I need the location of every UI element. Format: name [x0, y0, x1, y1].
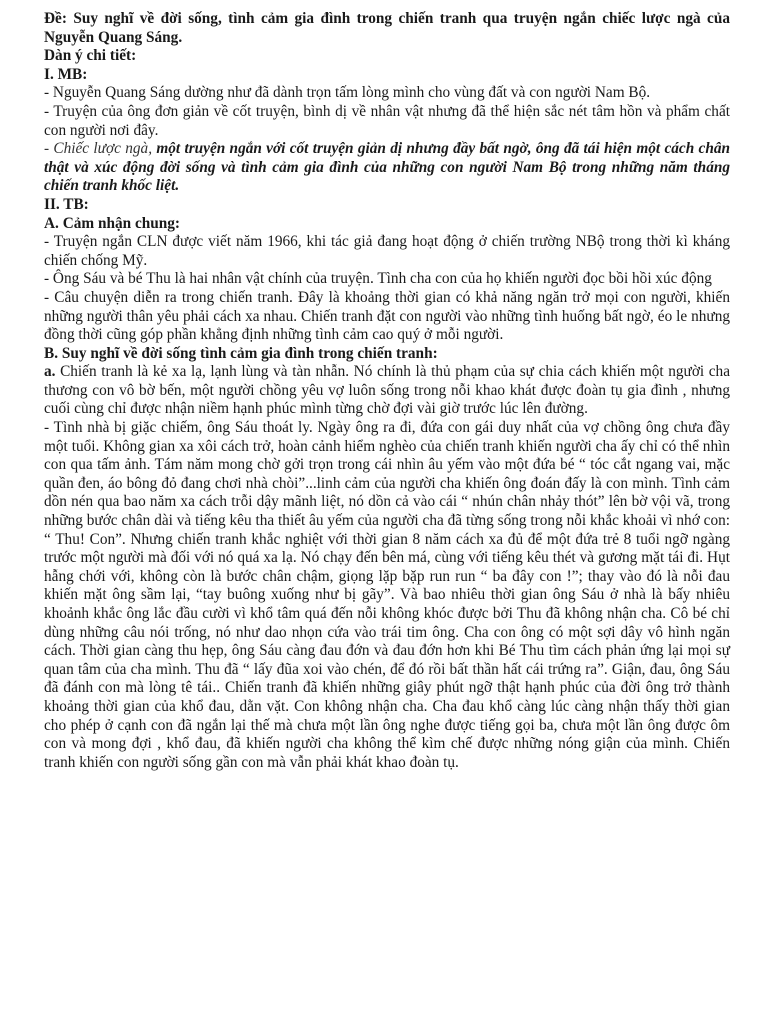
mb-paragraph-2: - Truyện của ông đơn giản về cốt truyện, bình dị về nhân vật nhưng đã thể hiện sắc nét tâm hồn và phẩm chất con người nơi đây. — [44, 102, 730, 139]
section-a-heading: A. Cảm nhận chung: — [44, 214, 181, 232]
section-a-paragraph-3: - Câu chuyện diễn ra trong chiến tranh. Đây là khoảng thời gian có khả năng ngăn trở mọi con người, khiến những người thân yêu phải cách xa nhau. Chiến tranh đặt con người vào những tình huống bất ngờ, éo le nhưng đồng thời cũng góp phần khẳng định những tình cảm cao quý ở mỗi người. — [44, 288, 730, 344]
mb-paragraph-3 — [44, 140, 730, 196]
tb-heading: II. TB: — [44, 195, 89, 213]
section-a-paragraph-2: - Ông Sáu và bé Thu là hai nhân vật chính của truyện. Tình cha con của họ khiến người đọc bồi hồi xúc động — [44, 270, 712, 288]
section-b-paragraph-2: - Tình nhà bị giặc chiếm, ông Sáu thoát ly. Ngày ông ra đi, đứa con gái duy nhất của vợ chồng ông chưa đầy một tuổi. Không gian xa xôi cách trở, hoàn cảnh hiểm nghèo của chiến tranh khiến người cha ấy chỉ có thể nhìn con qua tấm ảnh. Tám năm mong chờ gởi trọn trong cái nhìn âu yếm vào một đứa bé “ tóc cắt ngang vai, mặc quần đen, áo bông đỏ đang chơi nhà chòi”...linh cảm của người cha khiến ông đoán đấy là con mình. Tình cảm dồn nén qua bao năm xa cách trỗi dậy mãnh liệt, nó dồn cả vào cái “ nhún chân nhảy thót” lên bờ vội vã, trong những bước chân dài và tiếng kêu tha thiết âu yếm của người cha đã từng sống trong nỗi khắc khoải vì nhớ con: “ Thu! Con”. Nhưng chiến tranh khắc nghiệt với thời gian 8 năm cách xa đủ để một đứa trẻ 8 tuổi ngỡ ngàng trước một người mà đối với nó quá xa lạ. Nó chạy đến bên má, cùng với tiếng kêu thét và gương mặt tái đi. Hụt hẫng chới với, không còn là bước chân chậm, giọng lặp bặp run run “ ba đây con !”; thay vào đó là nỗi đau khiến mặt ông sầm lại, “tay buông xuống như bị gãy”. Và bao nhiêu thời gian ông Sáu ở nhà là bấy nhiêu khoảnh khắc ông lắc đầu cười vì khổ tâm quá đến nỗi không khóc được bởi Thu đã không nhận cha. Cô bé chỉ dùng những câu nói trống, nó như dao nhọn cứa vào trái tim ông. Cha con ông có một sợi dây vô hình ngăn cách. Thời gian càng thu hẹp, ông Sáu càng đau đớn và đau đớn hơn khi Bé Thu tìm cách phản ứng lại mọi sự quan tâm của cha mình. Thu đã “ lấy đũa xoi vào chén, để đó rồi bất thần hất cái trứng ra”. Giận, đau, ông Sáu đã đánh con mà lòng tê tái.. Chiến tranh đã khiến những giây phút ngỡ thật hạnh phúc của đời ông trở thành khoảng thời gian của khổ đau, dằn vặt. Con không nhận cha. Cha đau khổ càng lúc càng nhận thấy thời gian cho phép ở cạnh con đã ngắn lại thế mà chưa một lần ông nghe được tiếng gọi ba, chưa một lần ông được ôm con và mong đợi , khổ đau, đã khiến người cha không thể kìm chế được những nóng giận của mình. Chiến tranh khiến con người sống gần con mà vẫn phải khát khao đoàn tụ. — [44, 419, 730, 771]
section-b-item-label: a. — [44, 363, 56, 381]
mb-heading: I. MB: — [44, 65, 88, 83]
section-b-item-text: Chiến tranh là kẻ xa lạ, lạnh lùng và tàn nhẫn. Nó chính là thủ phạm của sự chia cách khiến một người cha thương con vô bờ bến, một người chồng yêu vợ luôn sống trong nỗi khao khát được đoàn tụ gia đình , nhưng cuối cùng chỉ được nhận niềm hạnh phúc mình từng chờ đợi vài giờ trước lúc lên đường. — [44, 363, 730, 418]
mb-paragraph-3-emphasis: một truyện ngắn với cốt truyện giản dị nhưng đầy bất ngờ, ông đã tái hiện một cách chân thật và xúc động đời sống và tình cảm gia đình của những con người Nam Bộ trong những năm tháng chiến tranh khốc liệt. — [44, 140, 730, 195]
mb-paragraph-1: - Nguyễn Quang Sáng dường như đã dành trọn tấm lòng mình cho vùng đất và con người Nam Bộ. — [44, 84, 651, 102]
document-title: Đề: Suy nghĩ về đời sống, tình cảm gia đình trong chiến tranh qua truyện ngắn chiếc lược ngà của Nguyễn Quang Sáng. — [44, 10, 730, 46]
section-b-heading: B. Suy nghĩ về đời sống tình cảm gia đình trong chiến tranh: — [44, 344, 438, 362]
mb-paragraph-3-work-title: - Chiếc lược ngà, — [44, 140, 153, 158]
section-b-paragraph-a — [44, 363, 730, 419]
section-a-paragraph-1: - Truyện ngắn CLN được viết năm 1966, khi tác giả đang hoạt động ở chiến trường NBộ trong thời kì kháng chiến chống Mỹ. — [44, 233, 730, 269]
outline-label: Dàn ý chi tiết: — [44, 47, 137, 65]
